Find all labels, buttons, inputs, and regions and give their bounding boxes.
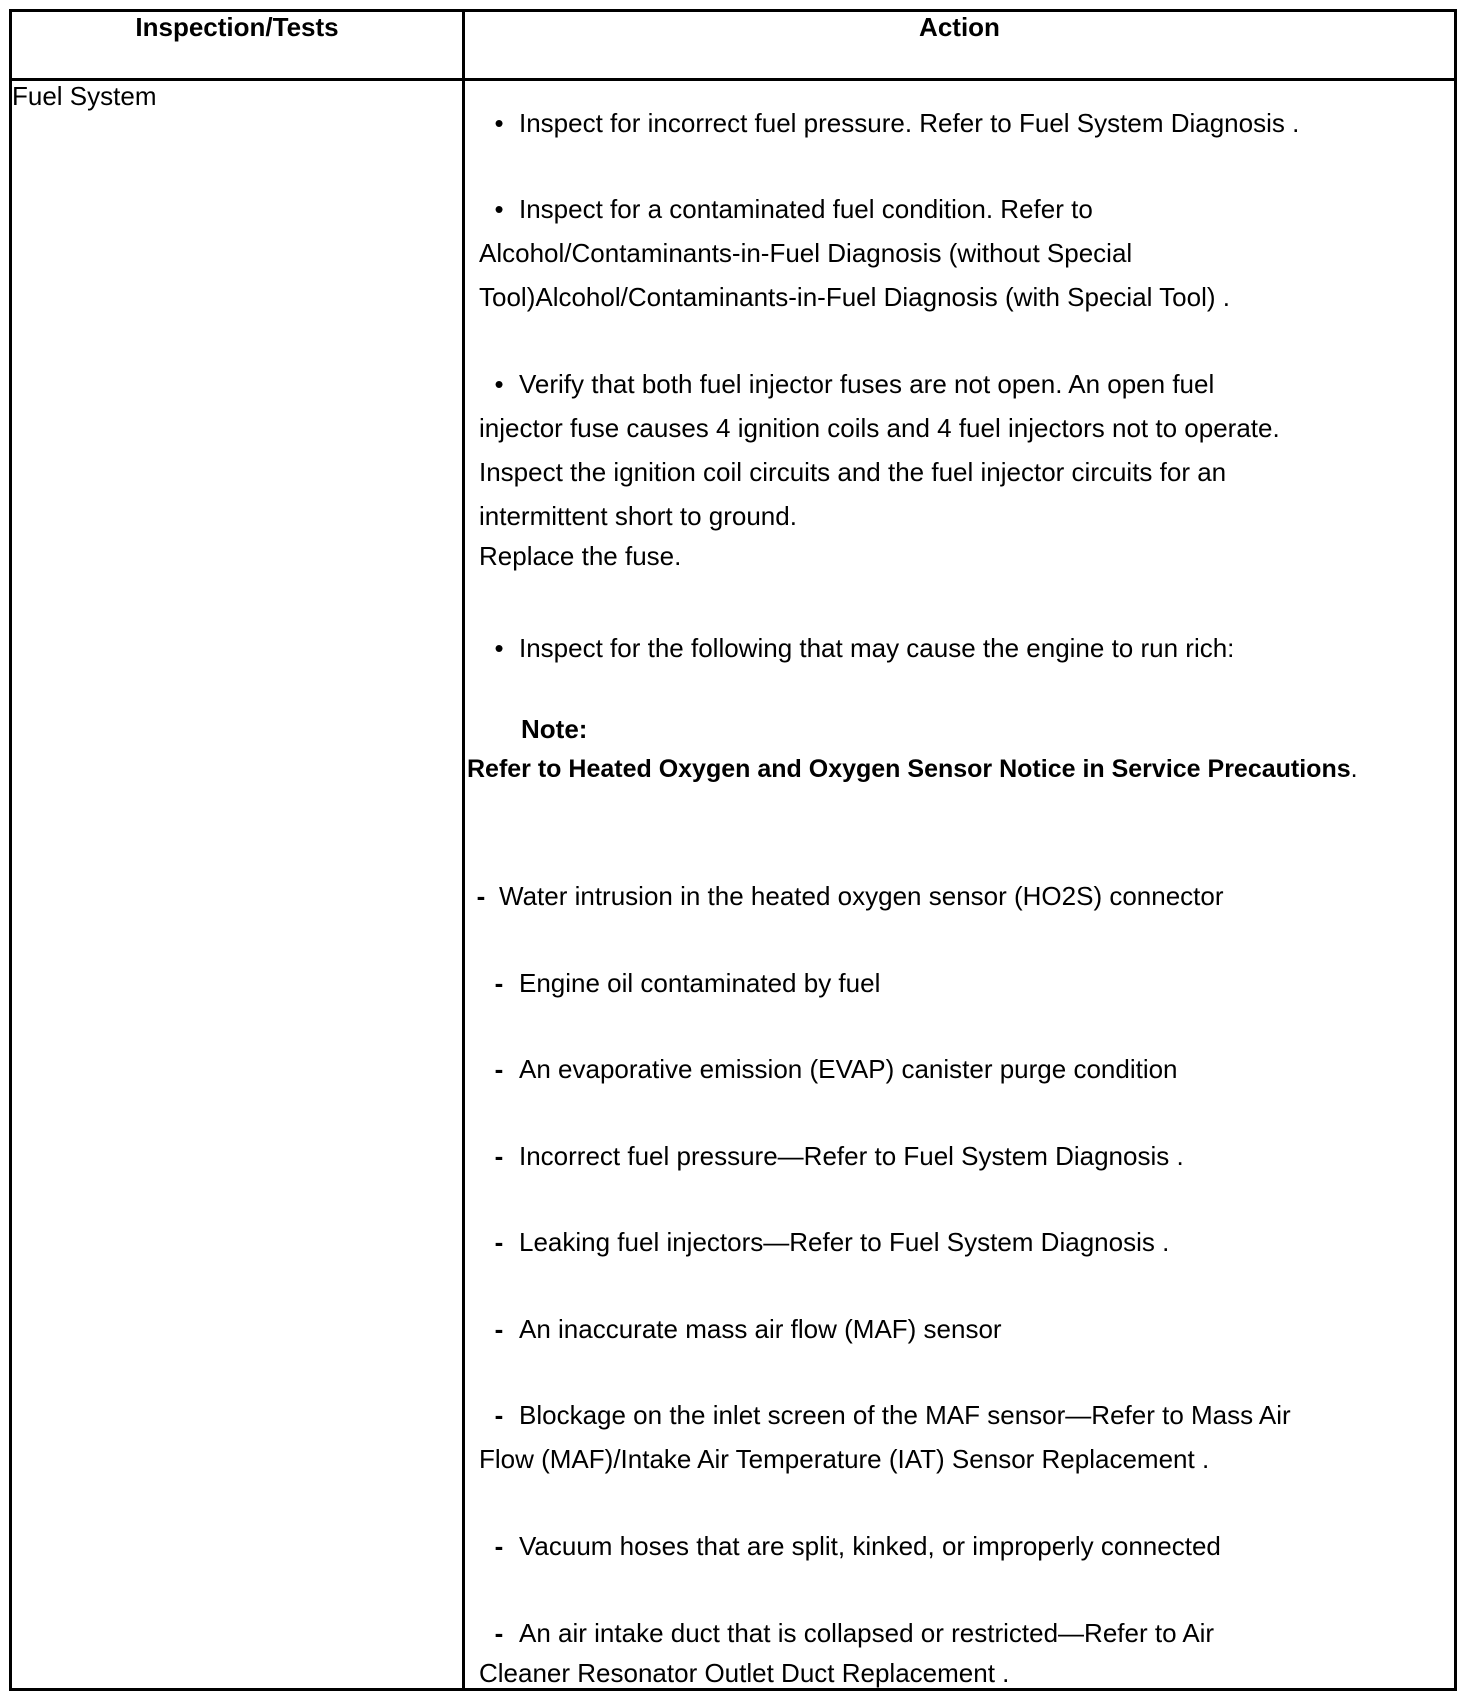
list-item: - Incorrect fuel pressure—Refer to Fuel System Diagnosis . [479, 1134, 1184, 1178]
dash-marker: - [494, 1618, 504, 1648]
dash-marker: - [476, 881, 486, 911]
list-item-continuation: Inspect the ignition coil circuits and the fuel injector circuits for an [479, 457, 1227, 487]
list-item-continuation: Alcohol/Contaminants-in-Fuel Diagnosis (without Special [479, 238, 1133, 268]
dash-marker: - [494, 1314, 504, 1344]
dash-marker: - [494, 1141, 504, 1171]
list-item: - Water intrusion in the heated oxygen sensor (HO2S) connector [463, 874, 1224, 918]
list-item: - Engine oil contaminated by fuel [479, 961, 880, 1005]
list-item: - An inaccurate mass air flow (MAF) sensor [479, 1307, 1002, 1351]
list-item: • Inspect for incorrect fuel pressure. Refer to Fuel System Diagnosis . [479, 101, 1299, 145]
list-item: - Vacuum hoses that are split, kinked, or improperly connected [479, 1524, 1221, 1568]
list-item-continuation: Cleaner Resonator Outlet Duct Replacement . [479, 1658, 1010, 1688]
table-row [11, 80, 1456, 1690]
list-item-continuation: intermittent short to ground. [479, 501, 797, 531]
list-item: - Blockage on the inlet screen of the MAF sensor—Refer to Mass Air [479, 1393, 1291, 1437]
inspection-cell [11, 80, 464, 1690]
bullet-marker: • [494, 194, 504, 224]
bullet-marker: • [494, 108, 504, 138]
action-cell [464, 80, 1456, 1690]
dash-marker: - [494, 1531, 504, 1561]
dash-marker: - [494, 1400, 504, 1430]
list-item: • Inspect for the following that may cause the engine to run rich: [479, 626, 1234, 670]
dash-marker: - [494, 1054, 504, 1084]
header-inspection-tests: Inspection/Tests [11, 11, 464, 80]
note-text: Refer to Heated Oxygen and Oxygen Sensor Notice in Service Precautions. [467, 755, 1358, 783]
dash-marker: - [494, 968, 504, 998]
list-item: • Inspect for a contaminated fuel condition. Refer to [479, 187, 1093, 231]
list-item-continuation: Replace the fuse. [479, 541, 682, 571]
header-action: Action [464, 11, 1456, 80]
list-item: • Verify that both fuel injector fuses are not open. An open fuel [479, 362, 1214, 406]
table-header-row [11, 11, 1456, 80]
list-item: - An air intake duct that is collapsed or restricted—Refer to Air [479, 1611, 1214, 1655]
list-item: - An evaporative emission (EVAP) canister purge condition [479, 1047, 1178, 1091]
list-item-continuation: Tool)Alcohol/Contaminants-in-Fuel Diagnosis (with Special Tool) . [479, 282, 1230, 312]
bullet-marker: • [494, 633, 504, 663]
inspection-name: Fuel System [12, 81, 157, 111]
list-item: - Leaking fuel injectors—Refer to Fuel System Diagnosis . [479, 1220, 1169, 1264]
note-label: Note: [521, 714, 588, 744]
list-item-continuation: Flow (MAF)/Intake Air Temperature (IAT) Sensor Replacement . [479, 1444, 1210, 1474]
bullet-marker: • [494, 369, 504, 399]
list-item-continuation: injector fuse causes 4 ignition coils and 4 fuel injectors not to operate. [479, 413, 1280, 443]
dash-marker: - [494, 1227, 504, 1257]
diagnostic-table [9, 9, 1457, 1691]
